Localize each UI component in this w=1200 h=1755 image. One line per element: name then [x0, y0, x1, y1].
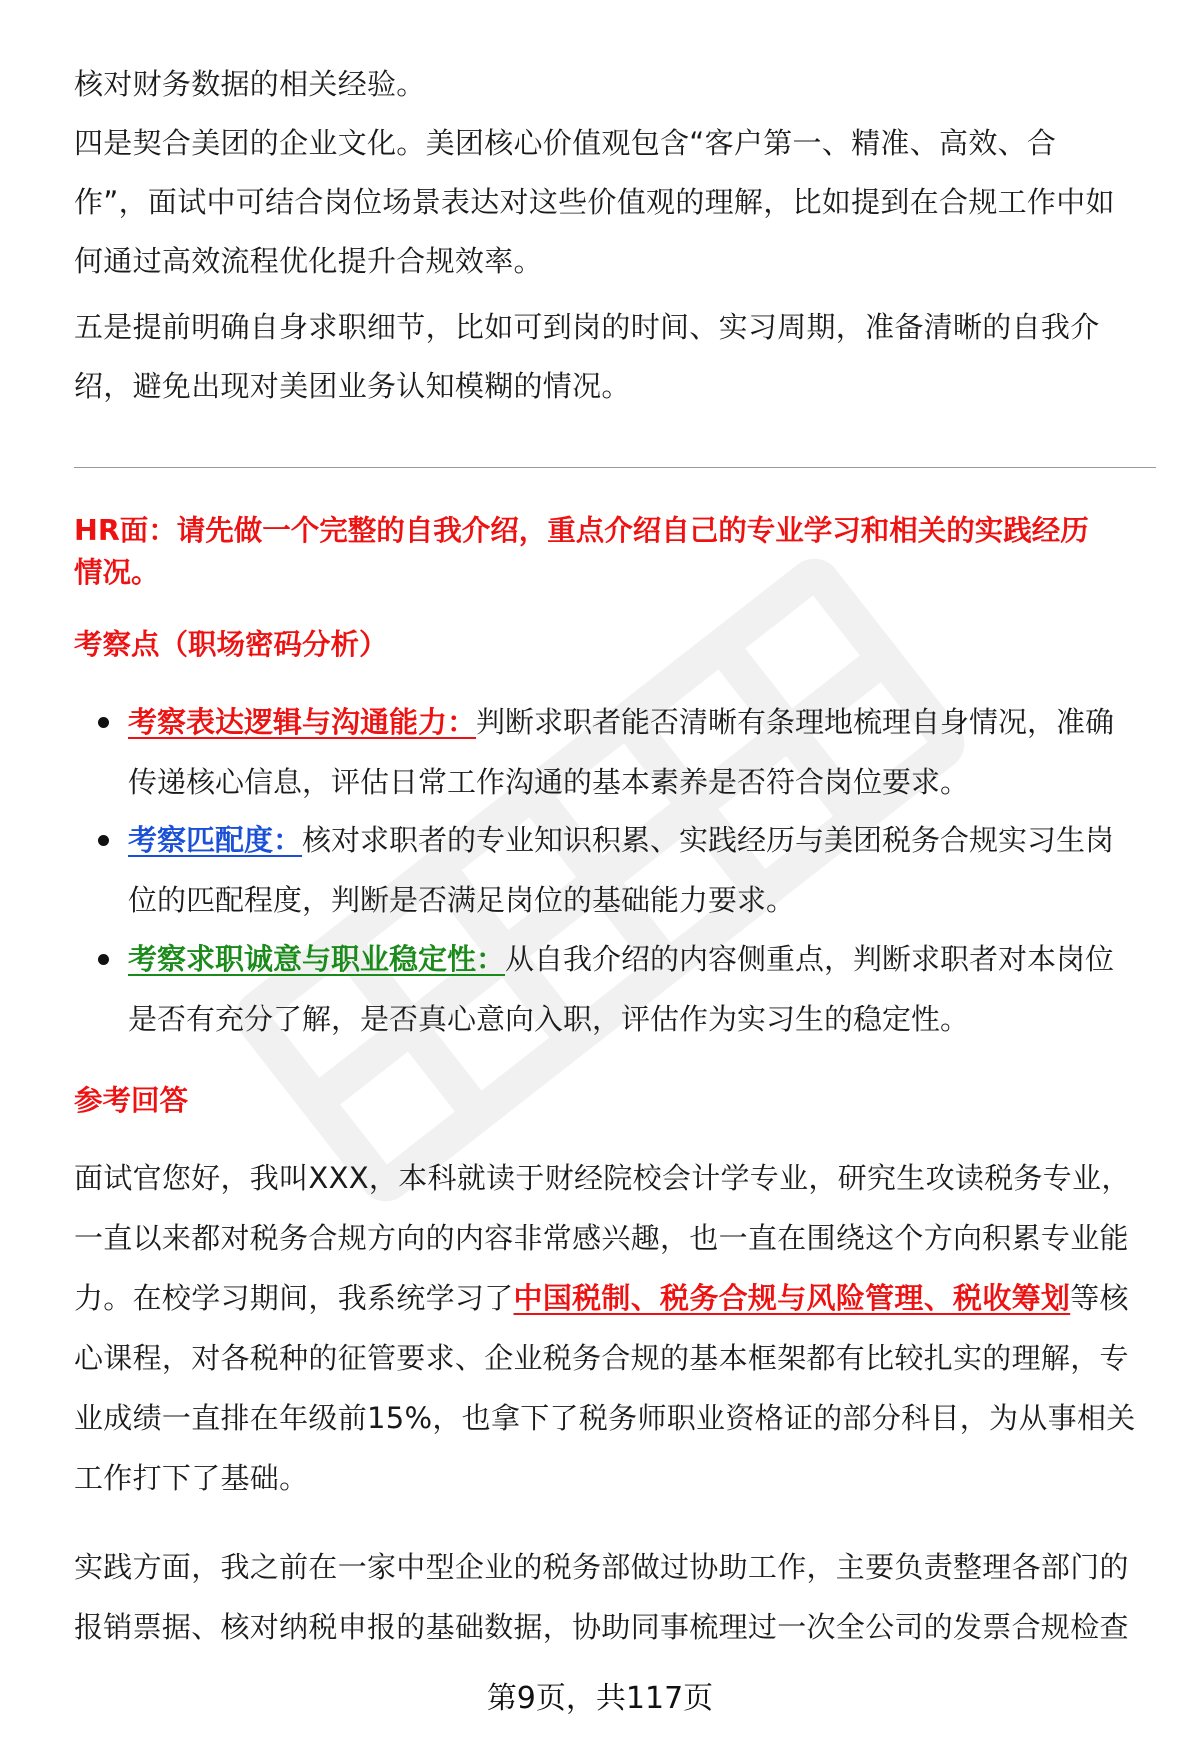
answer-line: 面试官您好，我叫XXX，本科就读于财经院校会计学专业，研究生攻读税务专业， — [74, 1161, 1131, 1195]
answer-text: 等核 — [1070, 1281, 1129, 1315]
bullet-dot-icon — [98, 954, 109, 965]
bullet-label: 考察匹配度： — [128, 823, 303, 857]
section-divider — [74, 467, 1156, 468]
answer-line: 一直以来都对税务合规方向的内容非常感兴趣，也一直在围绕这个方向积累专业能 — [74, 1221, 1129, 1255]
page-footer: 第9页，共117页 — [486, 1681, 714, 1716]
intro-line: 五是提前明确自身求职细节，比如可到岗的时间、实习周期，准备清晰的自我介 — [74, 310, 1100, 344]
bullet-item — [74, 929, 1164, 1049]
intro-line: 核对财务数据的相关经验。 — [74, 67, 426, 101]
bullet-dot-icon — [98, 717, 109, 728]
bullet-text: 核对求职者的专业知识积累、实践经历与美团税务合规实习生岗 — [302, 823, 1115, 857]
answer-line: 报销票据、核对纳税申报的基础数据，协助同事梳理过一次全公司的发票合规检查 — [74, 1610, 1129, 1644]
intro-line: 何通过高效流程优化提升合规效率。 — [74, 244, 543, 278]
answer-heading: 参考回答 — [74, 1084, 189, 1117]
bullet-text: 位的匹配程度，判断是否满足岗位的基础能力要求。 — [128, 883, 796, 917]
bullet-label: 考察表达逻辑与沟通能力： — [128, 705, 477, 739]
answer-line: 业成绩一直排在年级前15%，也拿下了税务师职业资格证的部分科目，为从事相关 — [74, 1401, 1136, 1435]
course-highlight: 中国税制、税务合规与风险管理、税收筹划 — [513, 1281, 1071, 1315]
bullet-text: 从自我介绍的内容侧重点，判断求职者对本岗位 — [505, 942, 1115, 976]
question-heading-line2: 情况。 — [74, 556, 160, 589]
intro-line: 四是契合美团的企业文化。美团核心价值观包含“客户第一、精准、高效、合 — [74, 126, 1057, 160]
answer-line — [74, 1268, 1164, 1328]
answer-line: 心课程，对各税种的征管要求、企业税务合规的基本框架都有比较扎实的理解，专 — [74, 1341, 1129, 1375]
bullet-text: 是否有充分了解，是否真心意向入职，评估作为实习生的稳定性。 — [128, 1002, 970, 1036]
bullet-dot-icon — [98, 835, 109, 846]
bullet-text: 传递核心信息，评估日常工作沟通的基本素养是否符合岗位要求。 — [128, 765, 970, 799]
question-heading-line1: HR面：请先做一个完整的自我介绍，重点介绍自己的专业学习和相关的实践经历 — [74, 514, 1089, 547]
answer-line: 实践方面，我之前在一家中型企业的税务部做过协助工作，主要负责整理各部门的 — [74, 1550, 1129, 1584]
bullet-item — [74, 810, 1164, 930]
bullet-text: 判断求职者能否清晰有条理地梳理自身情况，准确 — [476, 705, 1115, 739]
intro-line: 作”，面试中可结合岗位场景表达对这些价值观的理解，比如提到在合规工作中如 — [74, 185, 1115, 219]
intro-line: 绍，避免出现对美团业务认知模糊的情况。 — [74, 369, 631, 403]
answer-text: 力。在校学习期间，我系统学习了 — [74, 1281, 514, 1315]
bullet-label: 考察求职诚意与职业稳定性： — [128, 942, 506, 976]
analysis-heading: 考察点（职场密码分析） — [74, 628, 388, 661]
answer-line: 工作打下了基础。 — [74, 1461, 309, 1495]
bullet-item — [74, 692, 1164, 812]
